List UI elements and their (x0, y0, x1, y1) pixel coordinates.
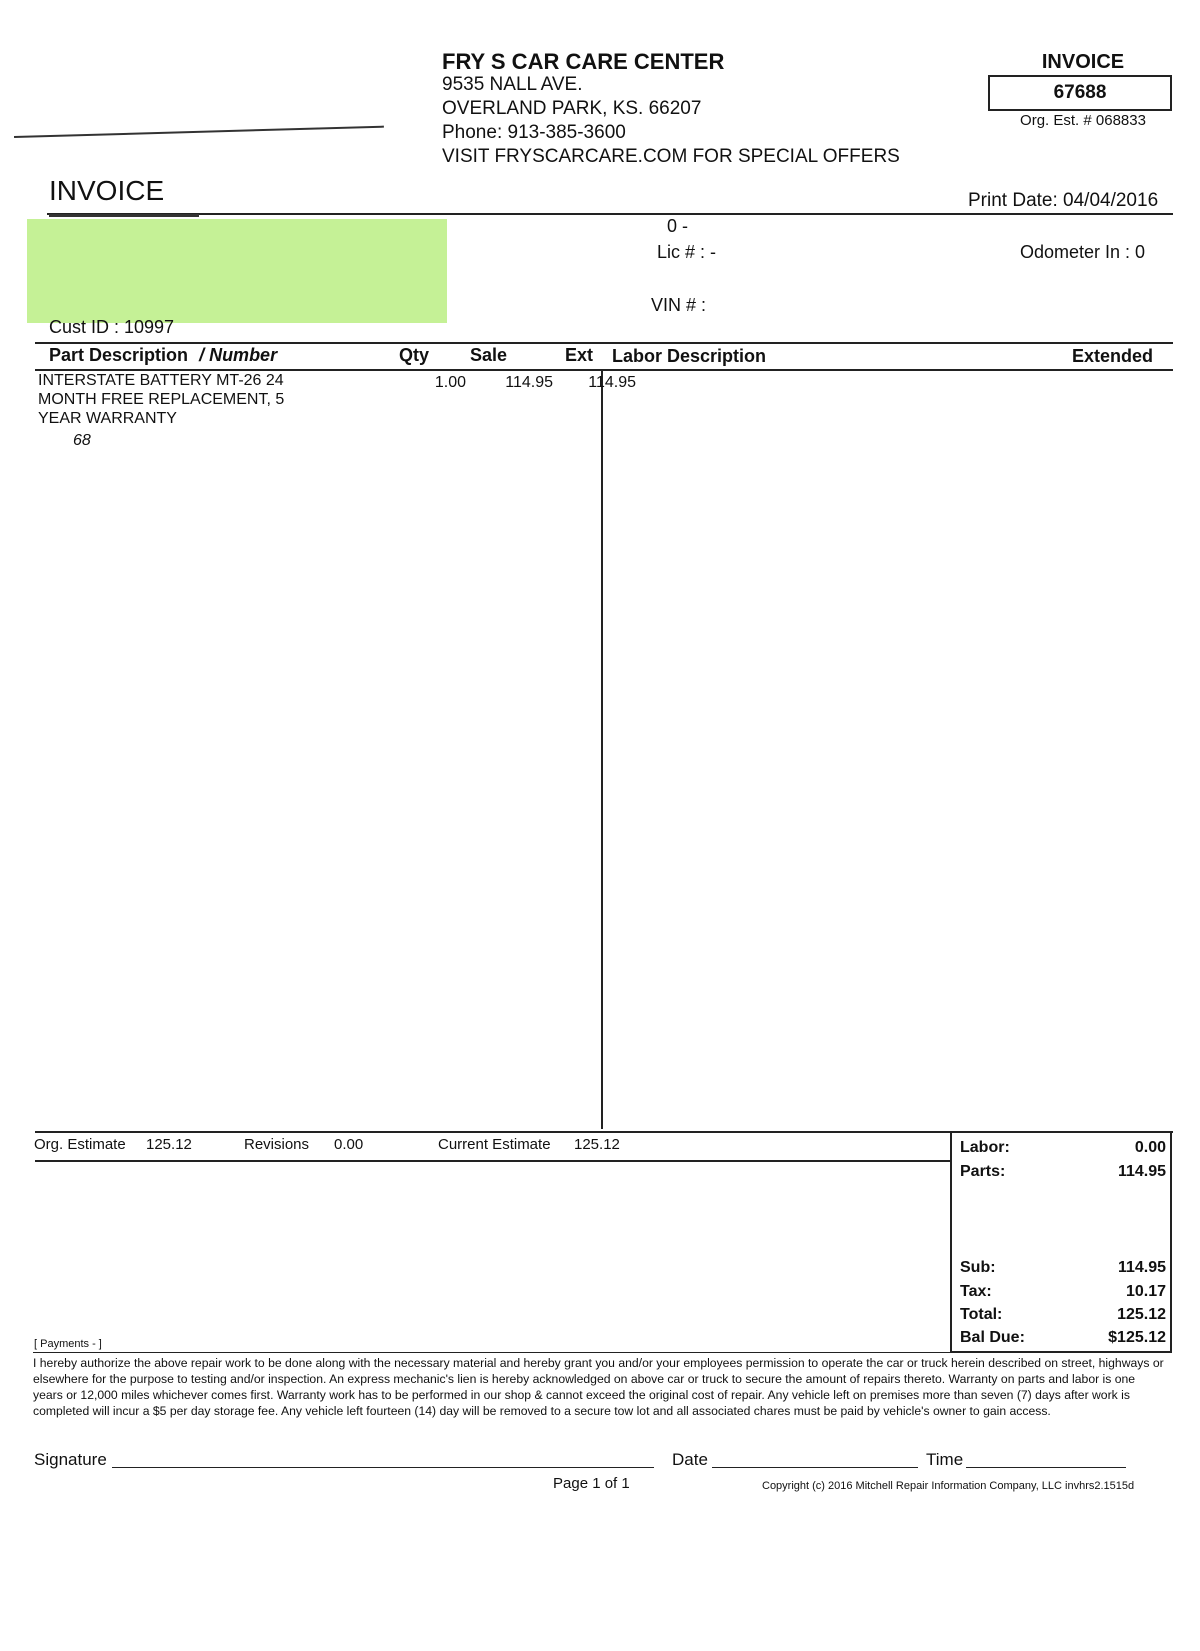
print-date: Print Date: 04/04/2016 (968, 190, 1159, 211)
page-number: Page 1 of 1 (553, 1475, 630, 1492)
license-plate: Lic # : - (657, 242, 717, 262)
header-ext: Ext (565, 345, 594, 365)
header-labor-description: Labor Description (612, 346, 767, 366)
total-value: 125.12 (1117, 1306, 1166, 1323)
copyright: Copyright (c) 2016 Mitchell Repair Information Company, LLC invhrs2.1515d (762, 1480, 1135, 1492)
subtotal-value: 114.95 (1117, 1259, 1166, 1276)
invoice-box-label: INVOICE (1041, 51, 1125, 73)
parts-labor-divider (601, 369, 603, 1129)
vehicle-line: 0 - (667, 216, 689, 236)
payments-line: [ Payments - ] (34, 1338, 102, 1350)
table-header-bottom-rule (35, 369, 1173, 371)
org-estimate-value: 125.12 (146, 1136, 192, 1153)
org-estimate-label: Org. Estimate (34, 1136, 126, 1153)
legal-disclaimer: I hereby authorize the above repair work to be done along with the necessary material and hereby grant you and/or your employees permission to operate the car or truck herein described on street, highways or elsewhere for the purpose to testing and/or inspection. An express mechanic's lien is hereby acknowledged on above car or truck to secure the amount of repairs thereto. Warranty on parts and labor is one years or 12,000 miles whichever comes first. Warranty work has to be performed in our shop & cannot exceed the original cost of repair. Any vehicle left on premises more than seven (7) days after work is completed will incur a $5 per day storage fee. Any vehicle left fourteen (14) day will be removed to a secure tow lot and all associated chares must be paid by vehicle's owner to gain access. (33, 1356, 1164, 1418)
time-line[interactable] (966, 1467, 1126, 1468)
signature-label: Signature (34, 1450, 107, 1469)
time-label: Time (926, 1450, 964, 1469)
shop-name: FRY S CAR CARE CENTER (442, 49, 725, 74)
redaction-highlight (27, 219, 447, 323)
part-description-line2: MONTH FREE REPLACEMENT, 5 (38, 391, 285, 408)
table-row (38, 372, 636, 462)
part-sale: 114.95 (505, 374, 553, 391)
customer-id: Cust ID : 10997 (49, 317, 175, 337)
header-qty: Qty (399, 345, 430, 365)
tax-value: 10.17 (1125, 1283, 1166, 1300)
part-ext: 114.95 (588, 374, 636, 391)
invoice-number: 67688 (988, 75, 1172, 111)
shop-address-line1: 9535 NALL AVE. (442, 74, 583, 95)
current-estimate-label: Current Estimate (438, 1136, 551, 1153)
header-part-description (49, 345, 277, 366)
part-description-line1: INTERSTATE BATTERY MT-26 24 (38, 372, 284, 389)
balance-due-value: $125.12 (1108, 1329, 1166, 1346)
header-extended: Extended (1072, 346, 1154, 366)
part-qty: 1.00 (434, 374, 466, 391)
pen-stroke (14, 126, 384, 138)
subtotal-label: Sub: (960, 1259, 996, 1276)
shop-address-line2: OVERLAND PARK, KS. 66207 (442, 98, 702, 119)
document-title: INVOICE (49, 175, 165, 206)
balance-due-label: Bal Due: (960, 1329, 1025, 1346)
org-est-number: Org. Est. # 068833 (1020, 112, 1146, 129)
header-sale: Sale (470, 345, 508, 365)
shop-phone: Phone: 913-385-3600 (442, 122, 626, 143)
part-number: 68 (73, 432, 91, 449)
totals-box (950, 1133, 1172, 1353)
header-part-label: Part Description (49, 345, 189, 365)
signature-line[interactable] (112, 1467, 654, 1468)
odometer: Odometer In : 0 (1020, 242, 1146, 262)
vin: VIN # : (651, 295, 707, 315)
current-estimate-value: 125.12 (574, 1136, 620, 1153)
table-header-top-rule (35, 342, 1173, 344)
estimate-bottom-rule (35, 1160, 950, 1162)
date-line[interactable] (712, 1467, 918, 1468)
labor-total-value: 0.00 (1134, 1139, 1166, 1156)
parts-total-value: 114.95 (1117, 1163, 1166, 1180)
parts-total-label: Parts: (960, 1163, 1006, 1180)
legal-top-rule (33, 1352, 1168, 1353)
part-description-line3: YEAR WARRANTY (38, 410, 177, 427)
total-label: Total: (960, 1306, 1003, 1323)
title-divider (47, 213, 1173, 215)
date-label: Date (672, 1450, 708, 1469)
header-number-label: / Number (199, 345, 278, 365)
tax-label: Tax: (960, 1283, 992, 1300)
revisions-value: 0.00 (334, 1136, 364, 1153)
labor-total-label: Labor: (960, 1139, 1010, 1156)
shop-promo: VISIT FRYSCARCARE.COM FOR SPECIAL OFFERS (442, 146, 900, 167)
revisions-label: Revisions (244, 1136, 310, 1153)
